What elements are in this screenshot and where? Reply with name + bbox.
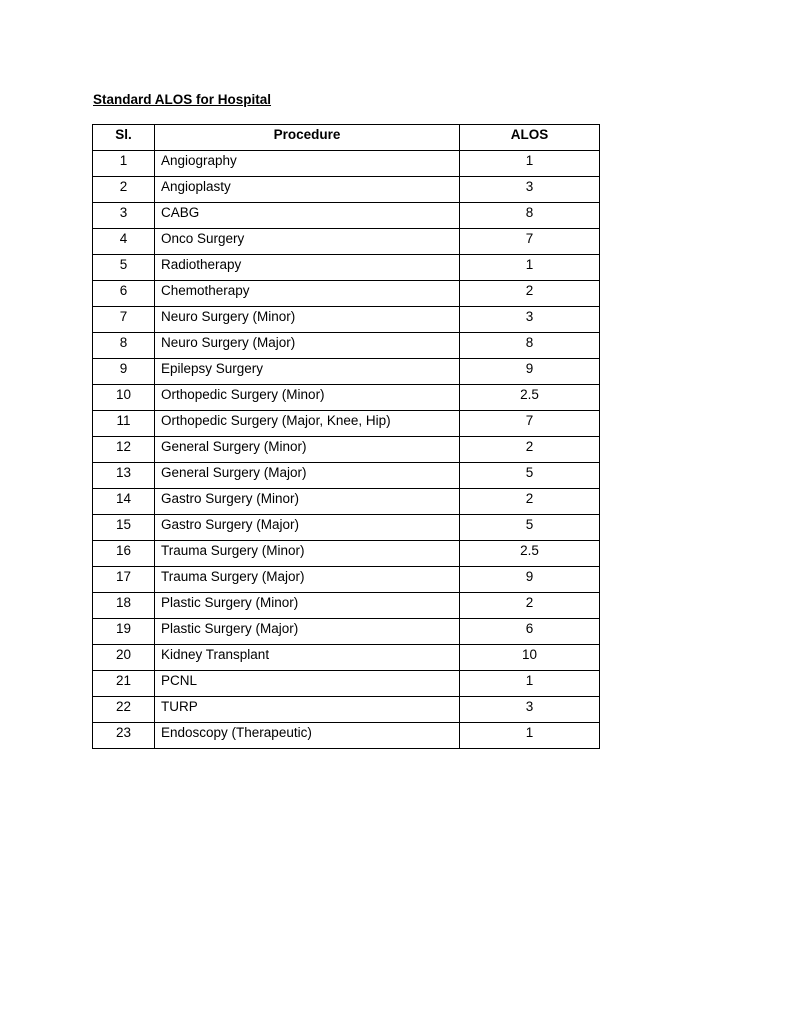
row-procedure-cell: Plastic Surgery (Minor) (155, 593, 460, 619)
row-sl-cell: 17 (93, 567, 155, 593)
row-alos-cell: 7 (460, 411, 600, 437)
table-row (93, 645, 600, 671)
row-alos-cell: 5 (460, 515, 600, 541)
row-alos-cell: 2 (460, 437, 600, 463)
row-sl-cell: 15 (93, 515, 155, 541)
row-procedure-cell: Orthopedic Surgery (Major, Knee, Hip) (155, 411, 460, 437)
table-row (93, 723, 600, 749)
row-procedure-cell: PCNL (155, 671, 460, 697)
row-alos-cell: 8 (460, 203, 600, 229)
table-row (93, 619, 600, 645)
row-procedure-cell: General Surgery (Minor) (155, 437, 460, 463)
header-procedure: Procedure (155, 125, 460, 151)
row-procedure-cell: Trauma Surgery (Major) (155, 567, 460, 593)
row-sl-cell: 5 (93, 255, 155, 281)
row-sl-cell: 21 (93, 671, 155, 697)
row-procedure-cell: Orthopedic Surgery (Minor) (155, 385, 460, 411)
row-procedure-cell: Epilepsy Surgery (155, 359, 460, 385)
table-row (93, 541, 600, 567)
table-row (93, 411, 600, 437)
table-row (93, 177, 600, 203)
row-alos-cell: 3 (460, 697, 600, 723)
row-sl-cell: 22 (93, 697, 155, 723)
document-title: Standard ALOS for Hospital (93, 92, 272, 107)
table-row (93, 203, 600, 229)
row-sl-cell: 12 (93, 437, 155, 463)
row-sl-cell: 2 (93, 177, 155, 203)
table-header-row (93, 125, 600, 151)
row-sl-cell: 7 (93, 307, 155, 333)
row-sl-cell: 16 (93, 541, 155, 567)
row-alos-cell: 9 (460, 359, 600, 385)
row-alos-cell: 2 (460, 489, 600, 515)
row-sl-cell: 8 (93, 333, 155, 359)
table-row (93, 515, 600, 541)
row-sl-cell: 18 (93, 593, 155, 619)
table-row (93, 489, 600, 515)
row-sl-cell: 4 (93, 229, 155, 255)
table-row (93, 385, 600, 411)
row-sl-cell: 20 (93, 645, 155, 671)
row-sl-cell: 23 (93, 723, 155, 749)
row-procedure-cell: Chemotherapy (155, 281, 460, 307)
row-alos-cell: 10 (460, 645, 600, 671)
row-procedure-cell: CABG (155, 203, 460, 229)
table-row (93, 567, 600, 593)
row-procedure-cell: Angioplasty (155, 177, 460, 203)
table-row (93, 229, 600, 255)
alos-table (92, 124, 600, 749)
row-sl-cell: 6 (93, 281, 155, 307)
row-sl-cell: 19 (93, 619, 155, 645)
table-row (93, 437, 600, 463)
table-body (93, 151, 600, 749)
table-row (93, 151, 600, 177)
table-row (93, 307, 600, 333)
row-procedure-cell: Trauma Surgery (Minor) (155, 541, 460, 567)
table-row (93, 463, 600, 489)
row-alos-cell: 3 (460, 177, 600, 203)
table-row (93, 333, 600, 359)
table-row (93, 255, 600, 281)
table-row (93, 593, 600, 619)
row-sl-cell: 9 (93, 359, 155, 385)
table-row (93, 359, 600, 385)
row-procedure-cell: Endoscopy (Therapeutic) (155, 723, 460, 749)
table-row (93, 281, 600, 307)
row-procedure-cell: Plastic Surgery (Major) (155, 619, 460, 645)
row-alos-cell: 2.5 (460, 541, 600, 567)
row-procedure-cell: Kidney Transplant (155, 645, 460, 671)
row-alos-cell: 9 (460, 567, 600, 593)
row-alos-cell: 3 (460, 307, 600, 333)
row-procedure-cell: Neuro Surgery (Minor) (155, 307, 460, 333)
row-sl-cell: 1 (93, 151, 155, 177)
row-sl-cell: 13 (93, 463, 155, 489)
table-row (93, 671, 600, 697)
row-alos-cell: 1 (460, 671, 600, 697)
row-alos-cell: 2 (460, 281, 600, 307)
row-alos-cell: 1 (460, 255, 600, 281)
row-sl-cell: 14 (93, 489, 155, 515)
header-alos: ALOS (460, 125, 600, 151)
row-alos-cell: 6 (460, 619, 600, 645)
row-procedure-cell: Angiography (155, 151, 460, 177)
row-sl-cell: 11 (93, 411, 155, 437)
row-procedure-cell: Radiotherapy (155, 255, 460, 281)
row-procedure-cell: Gastro Surgery (Major) (155, 515, 460, 541)
table-row (93, 697, 600, 723)
row-procedure-cell: Gastro Surgery (Minor) (155, 489, 460, 515)
row-alos-cell: 2.5 (460, 385, 600, 411)
row-alos-cell: 2 (460, 593, 600, 619)
header-sl: Sl. (93, 125, 155, 151)
row-sl-cell: 10 (93, 385, 155, 411)
row-procedure-cell: TURP (155, 697, 460, 723)
row-procedure-cell: Neuro Surgery (Major) (155, 333, 460, 359)
row-alos-cell: 1 (460, 151, 600, 177)
row-procedure-cell: Onco Surgery (155, 229, 460, 255)
row-alos-cell: 7 (460, 229, 600, 255)
row-alos-cell: 5 (460, 463, 600, 489)
row-procedure-cell: General Surgery (Major) (155, 463, 460, 489)
row-sl-cell: 3 (93, 203, 155, 229)
row-alos-cell: 1 (460, 723, 600, 749)
row-alos-cell: 8 (460, 333, 600, 359)
